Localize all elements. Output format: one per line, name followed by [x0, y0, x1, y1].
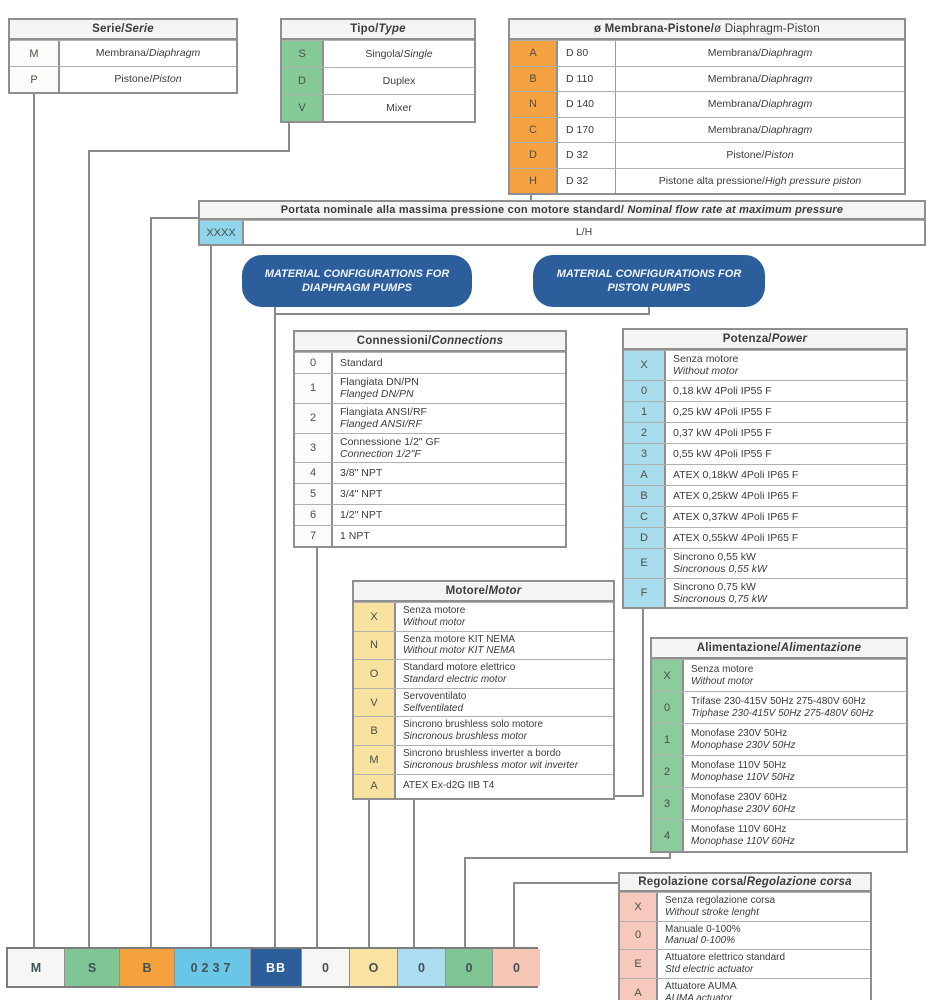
- code-key: 0: [652, 692, 684, 723]
- table-row: [624, 548, 906, 578]
- connector-stroke-line: [513, 882, 515, 949]
- code-key: D: [624, 528, 666, 548]
- code-key: F: [624, 579, 666, 608]
- code-key: X: [652, 660, 684, 691]
- table-row: [354, 745, 613, 774]
- code-description: Senza motore Without motor: [691, 663, 754, 687]
- code-description: Attuatore AUMA AUMA actuator: [665, 980, 737, 1000]
- table-motor-header: Motore/Motor: [354, 582, 613, 602]
- connector-tipo-line: [88, 150, 90, 949]
- connector-power-line: [642, 600, 644, 797]
- table-row: [624, 401, 906, 422]
- table-connections-header: Connessioni/Connections: [295, 332, 565, 352]
- table-serie-header: [10, 20, 236, 40]
- flow-rate-unit: L/H: [575, 226, 593, 239]
- code-cell-supply: 0: [445, 949, 492, 986]
- code-key: D: [510, 143, 558, 168]
- table-row: [620, 921, 870, 950]
- code-description: Sincrono 0,75 kW Sincronous 0,75 kW: [673, 580, 767, 605]
- code-description: 0,25 kW 4Poli IP55 F: [673, 405, 772, 418]
- code-description: Monofase 230V 60Hz Monophase 230V 60Hz: [691, 791, 796, 815]
- code-description: Manuale 0-100% Manual 0-100%: [665, 923, 741, 947]
- code-description: 3/8" NPT: [340, 467, 383, 480]
- code-description: ATEX 0,37kW 4Poli IP65 F: [673, 510, 799, 523]
- connector-supply-line: [464, 857, 671, 859]
- table-row: [510, 40, 904, 66]
- code-key: 0: [295, 353, 333, 373]
- table-row: [10, 40, 236, 66]
- table-row: [624, 443, 906, 464]
- code-description: Membrana/ Diaphragm: [707, 123, 813, 136]
- table-flow-rate-header: Portata nominale alla massima pressione con motore standard/ Nominal flow rate at maximum pressure: [200, 202, 924, 220]
- table-motor: [352, 580, 615, 800]
- code-key: N: [354, 632, 396, 660]
- table-row: [295, 352, 565, 373]
- connector-flowrate-line: [210, 238, 212, 949]
- code-key: M: [354, 746, 396, 774]
- code-description: 0,37 kW 4Poli IP55 F: [673, 426, 772, 439]
- diameter-value: D 170: [558, 118, 616, 143]
- code-key: 2: [624, 423, 666, 443]
- material-configurations-piston-box: MATERIAL CONFIGURATIONS FOR PISTON PUMPS: [533, 255, 765, 307]
- code-key: B: [354, 717, 396, 745]
- code-key: X: [354, 603, 396, 631]
- table-serie: [8, 18, 238, 94]
- table-row: [510, 117, 904, 143]
- code-key: O: [354, 660, 396, 688]
- table-row: [510, 66, 904, 92]
- code-description: Mixer: [386, 101, 412, 114]
- table-power: [622, 328, 908, 609]
- material-configurations-diaphragm-box: MATERIAL CONFIGURATIONS FOR DIAPHRAGM PUMPS: [242, 255, 472, 307]
- table-row: [652, 659, 906, 691]
- table-stroke-regulation-header: Regolazione corsa/Regolazione corsa: [620, 874, 870, 892]
- table-row: [510, 168, 904, 194]
- table-row: [624, 506, 906, 527]
- code-key: 4: [652, 820, 684, 851]
- table-row: [624, 527, 906, 548]
- diameter-value: D 80: [558, 41, 616, 66]
- code-key: 6: [295, 505, 333, 525]
- code-description: Singola/ Single: [365, 47, 433, 60]
- connector-diameter-line: [150, 217, 152, 949]
- code-description: Flangiata DN/PN Flanged DN/PN: [340, 376, 419, 401]
- code-description: Monofase 230V 50Hz Monophase 230V 50Hz: [691, 727, 796, 751]
- code-description: 1 NPT: [340, 530, 370, 543]
- table-row: [354, 688, 613, 717]
- code-key: 2: [295, 404, 333, 433]
- connector-power-line: [413, 795, 415, 949]
- table-row: [354, 774, 613, 798]
- code-key: A: [354, 775, 396, 798]
- code-key: 4: [295, 463, 333, 483]
- table-row: [354, 631, 613, 660]
- diameter-value: D 32: [558, 169, 616, 194]
- code-description: Senza motore Without motor: [673, 353, 739, 378]
- code-key: XXXX: [200, 221, 244, 244]
- code-description: 0,55 kW 4Poli IP55 F: [673, 447, 772, 460]
- code-key: X: [620, 893, 658, 921]
- table-row: [620, 949, 870, 978]
- code-key: A: [510, 41, 558, 66]
- code-key: 0: [620, 922, 658, 950]
- table-diameter: [508, 18, 906, 195]
- table-row: [624, 422, 906, 443]
- code-cell-material: BB: [250, 949, 301, 986]
- table-connections: [293, 330, 567, 548]
- table-row: [652, 819, 906, 851]
- code-key: 3: [652, 788, 684, 819]
- table-row: [354, 602, 613, 631]
- code-description: Pistone alta pressione/ High pressure piston: [658, 174, 862, 187]
- code-key: E: [624, 549, 666, 578]
- code-cell-flow-rate: 0237: [174, 949, 250, 986]
- code-description: Membrana/ Diaphragm: [95, 47, 201, 60]
- connector-material-line: [274, 300, 276, 949]
- code-description: Monofase 110V 50Hz Monophase 110V 50Hz: [691, 759, 795, 783]
- table-row: [624, 350, 906, 380]
- header-english: Serie: [124, 23, 154, 35]
- table-row: [624, 380, 906, 401]
- table-diameter-header: ø Membrana-Pistone/ø Diaphragm-Piston: [510, 20, 904, 40]
- table-stroke-regulation: [618, 872, 872, 1000]
- code-key: M: [10, 41, 60, 66]
- table-row: [295, 525, 565, 546]
- table-row: [282, 67, 474, 94]
- code-description: Connessione 1/2" GF Connection 1/2"F: [340, 435, 441, 460]
- code-description: Duplex: [382, 74, 416, 87]
- code-description: Sincrono 0,55 kW Sincronous 0,55 kW: [673, 550, 767, 576]
- code-description: Monofase 110V 60Hz Monophase 110V 60Hz: [691, 823, 795, 847]
- code-key: 1: [624, 402, 666, 422]
- code-key: P: [10, 67, 60, 92]
- connector-supply-line: [464, 857, 466, 949]
- table-row: [200, 220, 924, 244]
- code-description: ATEX 0,55kW 4Poli IP65 F: [673, 531, 799, 544]
- code-description: Membrana/ Diaphragm: [707, 47, 813, 60]
- code-cell-diameter: B: [119, 949, 174, 986]
- code-key: A: [620, 979, 658, 1000]
- code-description: 3/4" NPT: [340, 488, 383, 501]
- connector-stroke-line: [513, 882, 620, 884]
- table-row: [295, 462, 565, 483]
- table-row: [652, 723, 906, 755]
- connector-serie-line: [33, 85, 35, 949]
- code-description: Attuatore elettrico standard Std electric actuator: [665, 952, 786, 975]
- code-key: N: [510, 92, 558, 117]
- table-tipo: [280, 18, 476, 123]
- code-description: Standard: [340, 356, 383, 369]
- code-key: 7: [295, 526, 333, 546]
- code-key: 5: [295, 484, 333, 504]
- code-key: 0: [624, 381, 666, 401]
- code-description: Senza motore Without motor: [403, 605, 466, 628]
- code-key: 3: [295, 434, 333, 463]
- diameter-value: D 110: [558, 67, 616, 92]
- table-row: [652, 755, 906, 787]
- code-description: Trifase 230-415V 50Hz 275-480V 60Hz Triphase 230-415V 50Hz 275-480V 60Hz: [691, 695, 874, 719]
- code-key: D: [282, 68, 324, 94]
- code-description: Pistone/ Piston: [726, 149, 794, 162]
- code-cell-power: 0: [397, 949, 445, 986]
- diameter-value: D 140: [558, 92, 616, 117]
- code-description: Membrana/ Diaphragm: [707, 72, 813, 85]
- code-cell-serie: M: [8, 949, 64, 986]
- code-key: C: [510, 118, 558, 143]
- code-key: 1: [295, 374, 333, 403]
- code-description: Standard motore elettrico Standard electric motor: [403, 662, 516, 685]
- table-row: [624, 485, 906, 506]
- code-key: 1: [652, 724, 684, 755]
- code-key: V: [282, 95, 324, 121]
- table-row: [295, 483, 565, 504]
- table-row: [282, 40, 474, 67]
- code-key: V: [354, 689, 396, 717]
- table-row: [354, 659, 613, 688]
- diameter-value: D 32: [558, 143, 616, 168]
- table-row: [354, 716, 613, 745]
- table-row: [295, 433, 565, 463]
- table-row: [295, 504, 565, 525]
- code-description: Membrana/ Diaphragm: [707, 98, 813, 111]
- code-description: Senza motore KIT NEMA Without motor KIT NEMA: [403, 633, 516, 657]
- code-key: 3: [624, 444, 666, 464]
- table-row: [10, 66, 236, 92]
- table-row: [620, 892, 870, 921]
- code-description: Flangiata ANSI/RF Flanged ANSI/RF: [340, 405, 427, 431]
- header-italian: Serie/: [92, 23, 125, 35]
- table-row: [624, 464, 906, 485]
- code-key: A: [624, 465, 666, 485]
- code-key: B: [510, 67, 558, 92]
- code-key: 2: [652, 756, 684, 787]
- code-cell-stroke: 0: [492, 949, 540, 986]
- table-power-header: Potenza/Power: [624, 330, 906, 350]
- table-row: [510, 91, 904, 117]
- code-description: 1/2" NPT: [340, 509, 383, 522]
- code-key: S: [282, 41, 324, 67]
- code-description: 0,18 kW 4Poli IP55 F: [673, 384, 772, 397]
- table-row: [620, 978, 870, 1000]
- table-row: [510, 142, 904, 168]
- connector-material-line: [274, 313, 650, 315]
- table-tipo-header: Tipo/Type: [282, 20, 474, 40]
- code-key: X: [624, 351, 666, 380]
- table-supply: [650, 637, 908, 853]
- table-supply-header: Alimentazione/Alimentazione: [652, 639, 906, 659]
- code-description: ATEX 0,25kW 4Poli IP65 F: [673, 489, 799, 502]
- table-row: [295, 373, 565, 403]
- code-cell-motor: O: [349, 949, 397, 986]
- code-key: B: [624, 486, 666, 506]
- code-key: E: [620, 950, 658, 978]
- connector-connections-line: [316, 535, 318, 949]
- table-row: [652, 787, 906, 819]
- code-description: ATEX 0,18kW 4Poli IP65 F: [673, 468, 799, 481]
- code-description: Sincrono brushless inverter a bordo Sincronous brushless motor wit inverter: [403, 747, 579, 771]
- table-flow-rate: [198, 200, 926, 246]
- table-row: [282, 94, 474, 121]
- code-cell-tipo: S: [64, 949, 119, 986]
- code-key: C: [624, 507, 666, 527]
- table-row: [624, 578, 906, 608]
- code-key: H: [510, 169, 558, 194]
- model-code-row: [6, 947, 538, 988]
- code-description: Sincrono brushless solo motore Sincronous brushless motor: [403, 719, 544, 743]
- code-description: ATEX Ex-d2G IIB T4: [403, 780, 495, 792]
- code-description: Servoventilato Selfventilated: [403, 690, 467, 714]
- code-description: Senza regolazione corsa Without stroke lenght: [665, 895, 776, 918]
- table-row: [652, 691, 906, 723]
- table-row: [295, 403, 565, 433]
- code-description: Pistone/ Piston: [114, 73, 182, 86]
- code-cell-connections: 0: [301, 949, 349, 986]
- connector-tipo-line: [88, 150, 290, 152]
